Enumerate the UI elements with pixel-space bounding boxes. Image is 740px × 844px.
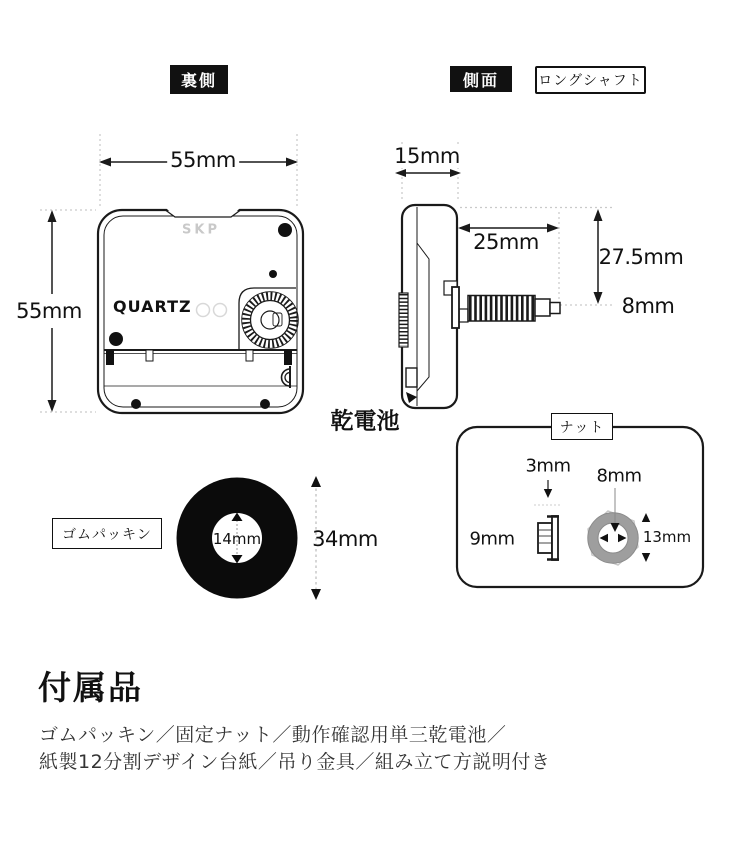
dim-nut-flange: 3mm [525, 455, 571, 477]
dim-side-depth: 15mm [391, 144, 463, 168]
dim-back-height: 55mm [13, 299, 85, 323]
badge-back-view: 裏側 [170, 65, 228, 94]
dim-shaft-length: 25mm [473, 230, 539, 254]
dim-nut-outer: 13mm [642, 528, 692, 546]
accessories-line1: ゴムパッキン／固定ナット／動作確認用単三乾電池／ [39, 724, 507, 746]
dim-nut-hole: 8mm [596, 465, 642, 487]
badge-side-view: 側面 [450, 66, 512, 92]
dim-back-width: 55mm [167, 148, 239, 172]
battery-label: 乾電池 [330, 408, 400, 435]
accessories-line2: 紙製12分割デザイン台紙／吊り金具／組み立て方説明付き [39, 751, 551, 773]
back-view-drawing [40, 134, 303, 413]
quartz-text: QUARTZ [113, 297, 192, 316]
dim-nut-side-height: 9mm [469, 528, 515, 550]
accessories-title: 付属品 [38, 668, 143, 707]
packing-label-box: ゴムパッキン [52, 518, 162, 549]
nut-panel-drawing [457, 427, 703, 587]
side-view-drawing [395, 142, 612, 408]
dim-shaft-center-height: 27.5mm [598, 245, 684, 269]
nut-label-box: ナット [551, 413, 613, 440]
brand-mark: SKP [182, 222, 220, 238]
dim-shaft-tip: 8mm [621, 294, 675, 318]
dim-packing-outer: 34mm [312, 527, 378, 551]
badge-long-shaft: ロングシャフト [535, 66, 646, 94]
dim-packing-inner: 14mm [212, 530, 262, 548]
